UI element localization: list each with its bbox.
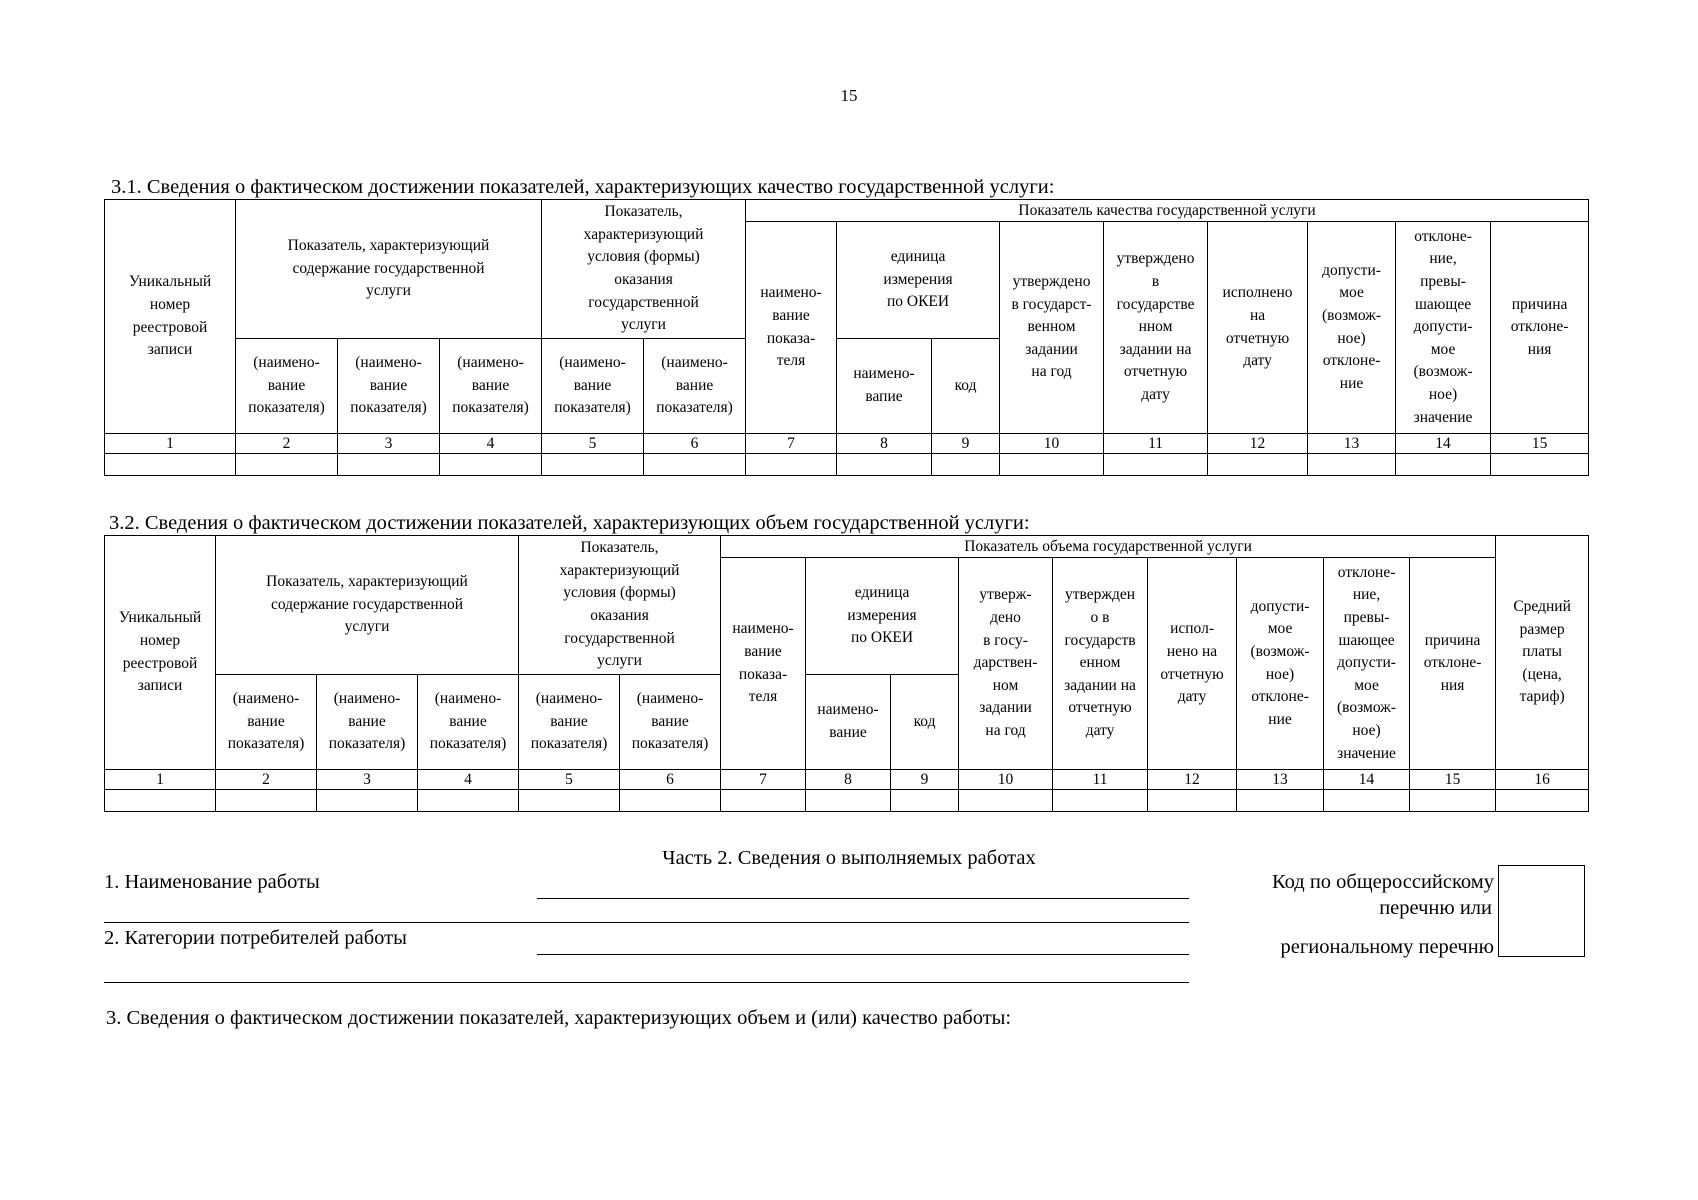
column-number: 14	[1324, 770, 1410, 790]
column-number: 8	[806, 770, 891, 790]
part-2-heading: Часть 2. Сведения о выполняемых работах	[662, 847, 1036, 869]
empty-cell[interactable]	[932, 454, 1000, 476]
empty-cell[interactable]	[620, 790, 721, 812]
header-conditions-indicator: Показатель, характеризующий условия (формы) оказания государственной услуги	[519, 536, 721, 675]
header-deviation-reason: причина отклоне- ния	[1491, 222, 1589, 434]
empty-cell[interactable]	[1208, 454, 1308, 476]
header-content-indicator: Показатель, характеризующий содержание государственной услуги	[236, 200, 542, 339]
header-conditions-indicator: Показатель, характеризующий условия (формы) оказания государственной услуги	[542, 200, 746, 339]
sub-indicator-name: (наимено- вание показателя)	[216, 675, 317, 770]
header-approved-year: утверждено в государст- венном задании на год	[1000, 222, 1104, 434]
empty-cell[interactable]	[1000, 454, 1104, 476]
column-number: 2	[236, 434, 338, 454]
empty-cell[interactable]	[644, 454, 746, 476]
empty-cell[interactable]	[746, 454, 837, 476]
column-number: 8	[837, 434, 932, 454]
empty-cell[interactable]	[1410, 790, 1496, 812]
header-allowed-deviation: допусти- мое (возмож- ное) отклоне- ние	[1237, 558, 1324, 770]
consumers-line[interactable]	[537, 954, 1189, 955]
empty-cell[interactable]	[1104, 454, 1208, 476]
header-deviation-reason: причина отклоне- ния	[1410, 558, 1496, 770]
column-number: 13	[1308, 434, 1396, 454]
column-number: 4	[418, 770, 519, 790]
header-executed: испол- нено на отчетную дату	[1148, 558, 1237, 770]
empty-cell[interactable]	[317, 790, 418, 812]
sub-indicator-name: (наимено- вание показателя)	[338, 339, 440, 434]
sub-indicator-name: (наимено- вание показателя)	[317, 675, 418, 770]
sub-indicator-name: (наимено- вание показателя)	[519, 675, 620, 770]
column-number: 13	[1237, 770, 1324, 790]
registry-code-box[interactable]	[1498, 865, 1585, 957]
column-number: 12	[1208, 434, 1308, 454]
sub-unit-name: наимено- вание	[806, 675, 891, 770]
header-excess-deviation: отклоне- ние, превы- шающее допусти- мое (возмож- ное) значение	[1396, 222, 1491, 434]
volume-indicators-table	[104, 535, 1589, 812]
column-number: 2	[216, 770, 317, 790]
column-number: 12	[1148, 770, 1237, 790]
sub-unit-code: код	[932, 339, 1000, 434]
empty-cell[interactable]	[1496, 790, 1589, 812]
sub-unit-name: наимено- вапие	[837, 339, 932, 434]
empty-cell[interactable]	[542, 454, 644, 476]
empty-cell[interactable]	[105, 454, 236, 476]
table-row	[105, 454, 1589, 476]
column-number: 7	[746, 434, 837, 454]
header-approved-date: утвержден о в государств енном задании на отчетную дату	[1053, 558, 1148, 770]
column-number: 7	[721, 770, 806, 790]
work-name-label: 1. Наименование работы	[104, 871, 320, 893]
consumers-label: 2. Категории потребителей работы	[104, 927, 407, 949]
sub-indicator-name: (наимено- вание показателя)	[418, 675, 519, 770]
code-label-line-3: региональному перечню	[1280, 936, 1494, 958]
column-number: 15	[1491, 434, 1589, 454]
sub-unit-code: код	[891, 675, 959, 770]
consumers-line-2[interactable]	[104, 982, 1189, 983]
empty-cell[interactable]	[519, 790, 620, 812]
column-number: 11	[1104, 434, 1208, 454]
work-name-line[interactable]	[537, 898, 1189, 899]
header-volume-group: Показатель объема государственной услуги	[721, 536, 1496, 558]
column-number: 6	[620, 770, 721, 790]
sub-indicator-name: (наимено- вание показателя)	[620, 675, 721, 770]
empty-cell[interactable]	[105, 790, 216, 812]
sub-indicator-name: (наимено- вание показателя)	[440, 339, 542, 434]
empty-cell[interactable]	[1053, 790, 1148, 812]
header-unique-number: Уникальный номер реестровой записи	[105, 200, 236, 434]
empty-cell[interactable]	[418, 790, 519, 812]
column-number: 3	[317, 770, 418, 790]
empty-cell[interactable]	[440, 454, 542, 476]
column-number: 4	[440, 434, 542, 454]
header-quality-group: Показатель качества государственной услуги	[746, 200, 1589, 222]
header-indicator-name: наимено- вание показа- теля	[721, 558, 806, 770]
column-number: 11	[1053, 770, 1148, 790]
column-number: 10	[959, 770, 1053, 790]
header-average-fee: Средний размер платы (цена, тариф)	[1496, 536, 1589, 770]
column-number: 5	[519, 770, 620, 790]
column-number: 16	[1496, 770, 1589, 790]
header-allowed-deviation: допусти- мое (возмож- ное) отклоне- ние	[1308, 222, 1396, 434]
empty-cell[interactable]	[959, 790, 1053, 812]
sub-indicator-name: (наимено- вание показателя)	[236, 339, 338, 434]
header-executed: исполнено на отчетную дату	[1208, 222, 1308, 434]
empty-cell[interactable]	[1396, 454, 1491, 476]
page-number: 15	[840, 86, 858, 105]
section-3-1-title: 3.1. Сведения о фактическом достижении показателей, характеризующих качество государственной услуги:	[111, 176, 1055, 198]
column-number: 6	[644, 434, 746, 454]
column-number: 14	[1396, 434, 1491, 454]
code-label-line-2: перечню или	[1379, 897, 1492, 919]
column-number: 5	[542, 434, 644, 454]
empty-cell[interactable]	[1237, 790, 1324, 812]
column-number: 1	[105, 434, 236, 454]
column-number: 9	[891, 770, 959, 790]
column-number: 15	[1410, 770, 1496, 790]
empty-cell[interactable]	[837, 454, 932, 476]
table-row	[105, 790, 1589, 812]
empty-cell[interactable]	[721, 790, 806, 812]
code-label-line-1: Код по общероссийскому	[1271, 871, 1494, 893]
empty-cell[interactable]	[806, 790, 891, 812]
column-number: 3	[338, 434, 440, 454]
empty-cell[interactable]	[338, 454, 440, 476]
column-number: 9	[932, 434, 1000, 454]
column-number: 1	[105, 770, 216, 790]
quality-indicators-table	[104, 199, 1589, 476]
section-3-2-title: 3.2. Сведения о фактическом достижении показателей, характеризующих объем государственной услуги:	[109, 512, 1030, 534]
work-name-line-2[interactable]	[104, 922, 1189, 923]
empty-cell[interactable]	[236, 454, 338, 476]
header-indicator-name: наимено- вание показа- теля	[746, 222, 837, 434]
sub-indicator-name: (наимено- вание показателя)	[644, 339, 746, 434]
header-unit-okei: единица измерения по ОКЕИ	[806, 558, 959, 675]
empty-cell[interactable]	[1148, 790, 1237, 812]
empty-cell[interactable]	[891, 790, 959, 812]
column-number: 10	[1000, 434, 1104, 454]
header-approved-date: утверждено в государстве нном задании на отчетную дату	[1104, 222, 1208, 434]
header-content-indicator: Показатель, характеризующий содержание государственной услуги	[216, 536, 519, 675]
empty-cell[interactable]	[1308, 454, 1396, 476]
empty-cell[interactable]	[1491, 454, 1589, 476]
header-approved-year: утверж- дено в госу- дарствен- ном задании на год	[959, 558, 1053, 770]
sub-indicator-name: (наимено- вание показателя)	[542, 339, 644, 434]
empty-cell[interactable]	[216, 790, 317, 812]
header-excess-deviation: отклоне- ние, превы- шающее допусти- мое (возмож- ное) значение	[1324, 558, 1410, 770]
header-unique-number: Уникальный номер реестровой записи	[105, 536, 216, 770]
empty-cell[interactable]	[1324, 790, 1410, 812]
section-3-work-label: 3. Сведения о фактическом достижении показателей, характеризующих объем и (или) качество работы:	[106, 1007, 1012, 1029]
header-unit-okei: единица измерения по ОКЕИ	[837, 222, 1000, 339]
